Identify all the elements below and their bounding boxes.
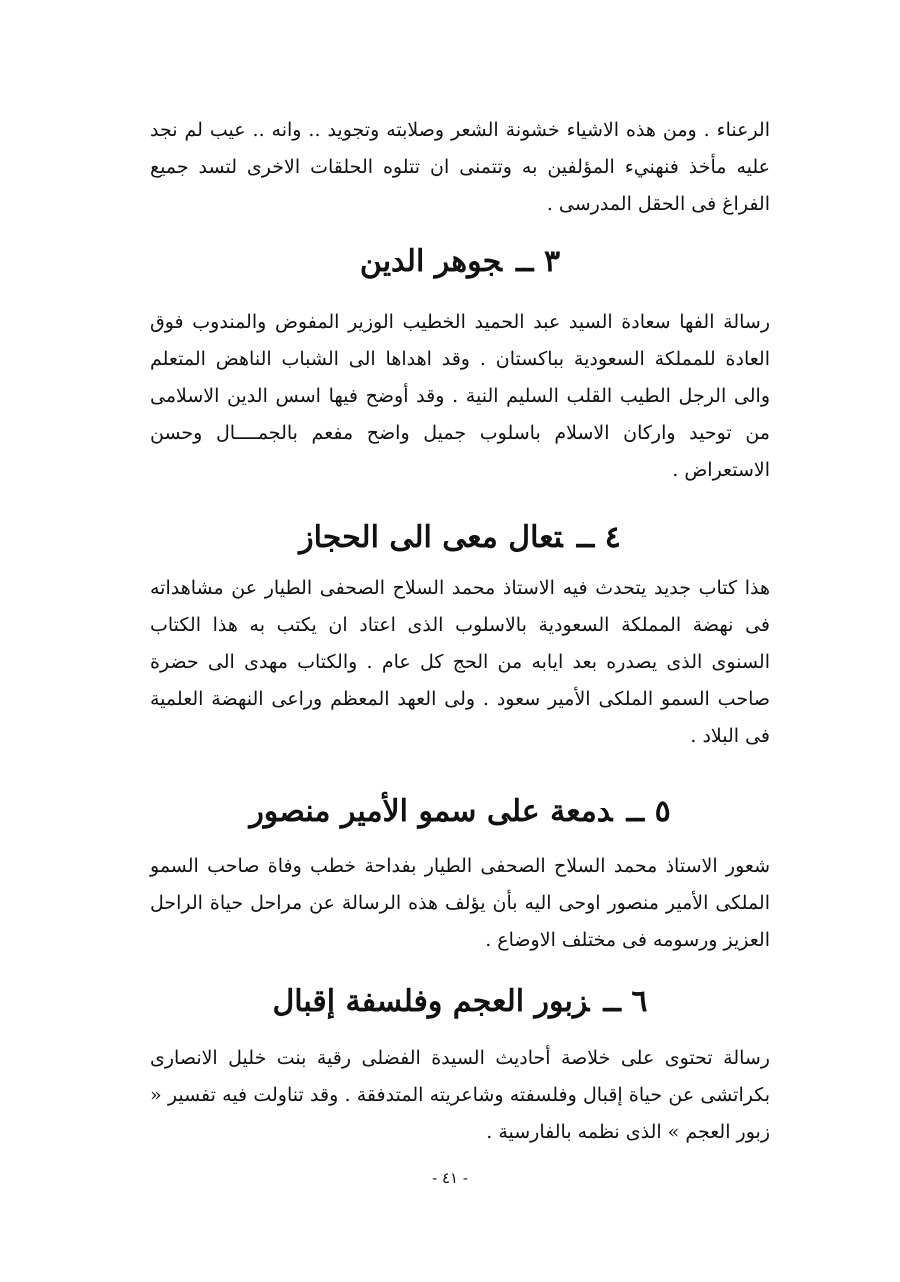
section-4-title: تعال معى الى الحجاز xyxy=(299,520,563,555)
section-6-title: زبور العجم وفلسفة إقبال xyxy=(272,984,590,1019)
intro-paragraph-block xyxy=(150,112,770,223)
section-5-body-block xyxy=(150,848,770,959)
section-5-number: ٥ ــ xyxy=(626,794,671,829)
section-6-heading xyxy=(150,980,770,1024)
section-3-body: رسالة الفها سعادة السيد عبد الحميد الخطيب الوزير المفوض والمندوب فوق العادة للمملكة السعودية بباكستان . وقد اهداها الى الشباب الناهض المتعلم والى الرجل الطيب القلب السليم النية . وقد أوضح فيها اسس الدين الاسلامى من توحيد واركان الاسلام باسلوب جميل واضح مفعم بالجمــــال وحسن الاستعراض . xyxy=(150,311,770,481)
section-4-body-block xyxy=(150,570,770,755)
section-5-heading xyxy=(150,790,770,834)
section-6-number: ٦ ــ xyxy=(603,984,648,1019)
section-4-heading xyxy=(150,516,770,560)
section-5-title: دمعة على سمو الأمير منصور xyxy=(249,794,613,829)
section-3-body-block xyxy=(150,304,770,489)
section-4-number: ٤ ــ xyxy=(576,520,621,555)
section-3-heading xyxy=(150,240,770,284)
section-4-body: هذا كتاب جديد يتحدث فيه الاستاذ محمد السلاح الصحفى الطيار عن مشاهداته فى نهضة المملكة السعودية بالاسلوب الذى اعتاد ان يكتب به هذا الكتاب السنوى الذى يصدره بعد ايابه من الحج كل عام . والكتاب مهدى الى حضرة صاحب السمو الملكى الأمير سعود . ولى العهد المعظم وراعى النهضة العلمية فى البلاد . xyxy=(150,577,770,747)
section-5-body: شعور الاستاذ محمد السلاح الصحفى الطيار بفداحة خطب وفاة صاحب السمو الملكى الأمير منصور اوحى اليه بأن يؤلف هذه الرسالة عن مراحل حياة الراحل العزيز ورسومه فى مختلف الاوضاع . xyxy=(150,855,770,951)
section-6-body-block xyxy=(150,1040,770,1151)
section-3-number: ٣ ــ xyxy=(515,244,561,279)
page-number: - ٤١ - xyxy=(432,1169,468,1187)
section-3-title: جوهر الدين xyxy=(359,244,502,279)
section-6-body: رسالة تحتوى على خلاصة أحاديث السيدة الفضلى رقية بنت خليل الانصارى بكراتشى عن حياة إقبال وفلسفته وشاعريته المتدفقة . وقد تناولت فيه تفسير « زبور العجم » الذى نظمه بالفارسية . xyxy=(150,1047,770,1143)
intro-paragraph: الرعناء . ومن هذه الاشياء خشونة الشعر وصلابته وتجويد .. وانه .. عيب لم نجد عليه مأخذ فنهنيء المؤلفين به وتتمنى ان تتلوه الحلقات الاخرى لتسد جميع الفراغ فى الحقل المدرسى . xyxy=(150,119,770,215)
